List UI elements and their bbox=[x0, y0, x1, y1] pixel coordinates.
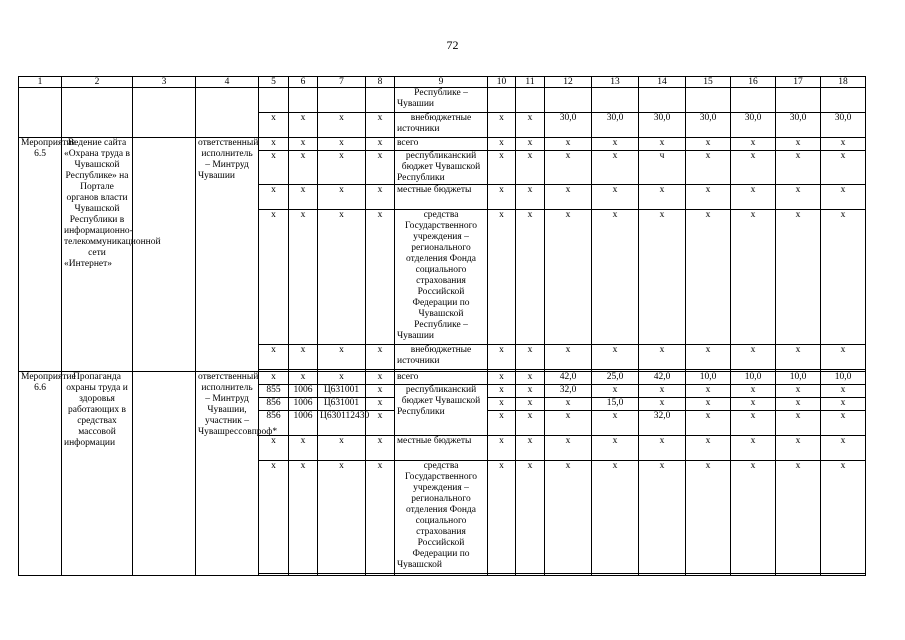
source-cell: местные бюджеты bbox=[395, 185, 488, 210]
table-cell bbox=[545, 88, 592, 113]
value-cell: x bbox=[821, 411, 866, 436]
table-cell bbox=[395, 574, 488, 576]
column-number: 9 bbox=[395, 77, 488, 88]
value-cell: Ц631001 bbox=[318, 385, 366, 398]
source-cell: всего bbox=[395, 372, 488, 385]
value-cell: x bbox=[731, 210, 776, 345]
table-cell bbox=[592, 88, 639, 113]
table-cell bbox=[196, 88, 259, 138]
table-cell bbox=[686, 88, 731, 113]
value-cell: x bbox=[516, 385, 545, 398]
value-cell: x bbox=[318, 151, 366, 185]
responsible-executor: ответственный исполнитель – Минтруд Чувашии, участник – Чувашрессовпроф* bbox=[196, 372, 259, 576]
value-cell: 30,0 bbox=[686, 113, 731, 138]
value-cell: x bbox=[686, 185, 731, 210]
value-cell: x bbox=[545, 461, 592, 574]
value-cell: x bbox=[366, 385, 395, 398]
measure-description: Пропаганда охраны труда и здоровья работающих в средствах массовой информации bbox=[62, 372, 133, 576]
value-cell: x bbox=[686, 345, 731, 370]
table-header-row bbox=[19, 77, 866, 88]
table-cell bbox=[731, 88, 776, 113]
source-cell: внебюджетные источники bbox=[395, 113, 488, 138]
measure-number: Мероприятие 6.5 bbox=[19, 138, 62, 372]
value-cell: 30,0 bbox=[639, 113, 686, 138]
value-cell: x bbox=[821, 210, 866, 345]
value-cell: x bbox=[731, 461, 776, 574]
value-cell: x bbox=[366, 138, 395, 151]
value-cell: 855 bbox=[259, 385, 289, 398]
value-cell: x bbox=[366, 113, 395, 138]
value-cell: x bbox=[639, 210, 686, 345]
value-cell: x bbox=[366, 185, 395, 210]
value-cell: x bbox=[686, 138, 731, 151]
value-cell: x bbox=[488, 372, 516, 385]
value-cell: x bbox=[592, 411, 639, 436]
value-cell: x bbox=[516, 151, 545, 185]
value-cell: x bbox=[366, 372, 395, 385]
value-cell: x bbox=[731, 411, 776, 436]
value-cell: x bbox=[259, 185, 289, 210]
value-cell: x bbox=[686, 210, 731, 345]
value-cell: x bbox=[259, 372, 289, 385]
column-number: 18 bbox=[821, 77, 866, 88]
table-cell bbox=[133, 88, 196, 138]
value-cell: x bbox=[776, 138, 821, 151]
value-cell: x bbox=[366, 345, 395, 370]
value-cell: x bbox=[516, 372, 545, 385]
value-cell: x bbox=[592, 210, 639, 345]
value-cell: x bbox=[488, 185, 516, 210]
value-cell: x bbox=[686, 151, 731, 185]
value-cell: x bbox=[776, 461, 821, 574]
value-cell: x bbox=[516, 210, 545, 345]
value-cell: ч bbox=[639, 151, 686, 185]
value-cell: x bbox=[516, 398, 545, 411]
table-cell bbox=[516, 574, 545, 576]
value-cell: x bbox=[686, 398, 731, 411]
value-cell: x bbox=[731, 436, 776, 461]
value-cell: x bbox=[545, 210, 592, 345]
value-cell: x bbox=[776, 411, 821, 436]
value-cell: 30,0 bbox=[592, 113, 639, 138]
table-cell bbox=[133, 372, 196, 576]
value-cell: x bbox=[289, 436, 318, 461]
column-number: 12 bbox=[545, 77, 592, 88]
table-cell bbox=[318, 574, 366, 576]
source-cell: средства Государственного учреждения – регионального отделения Фонда социального страхования Российской Федерации по Чувашской bbox=[395, 461, 488, 574]
value-cell: x bbox=[821, 151, 866, 185]
value-cell: x bbox=[289, 345, 318, 370]
measure-number: Мероприятие 6.6 bbox=[19, 372, 62, 576]
value-cell: 10,0 bbox=[731, 372, 776, 385]
value-cell: x bbox=[592, 138, 639, 151]
value-cell: x bbox=[488, 461, 516, 574]
value-cell: x bbox=[776, 436, 821, 461]
value-cell: x bbox=[259, 461, 289, 574]
value-cell: 42,0 bbox=[639, 372, 686, 385]
table-cell bbox=[318, 88, 366, 113]
value-cell: x bbox=[776, 345, 821, 370]
value-cell: x bbox=[488, 385, 516, 398]
value-cell: x bbox=[318, 345, 366, 370]
value-cell: x bbox=[488, 345, 516, 370]
value-cell: x bbox=[592, 185, 639, 210]
table-row bbox=[19, 138, 866, 151]
table-cell bbox=[488, 88, 516, 113]
value-cell: x bbox=[318, 185, 366, 210]
value-cell: x bbox=[318, 372, 366, 385]
value-cell: 10,0 bbox=[686, 372, 731, 385]
value-cell: x bbox=[776, 185, 821, 210]
table-cell bbox=[639, 88, 686, 113]
value-cell: 30,0 bbox=[776, 113, 821, 138]
value-cell: x bbox=[516, 411, 545, 436]
value-cell: x bbox=[592, 436, 639, 461]
column-number: 6 bbox=[289, 77, 318, 88]
value-cell: x bbox=[639, 461, 686, 574]
value-cell: x bbox=[821, 385, 866, 398]
table-cell bbox=[545, 574, 592, 576]
value-cell: x bbox=[639, 185, 686, 210]
value-cell: x bbox=[731, 385, 776, 398]
source-cell: местные бюджеты bbox=[395, 436, 488, 461]
value-cell: x bbox=[821, 436, 866, 461]
value-cell: x bbox=[289, 151, 318, 185]
table-cell bbox=[366, 88, 395, 113]
column-number: 2 bbox=[62, 77, 133, 88]
value-cell: x bbox=[821, 398, 866, 411]
column-number: 4 bbox=[196, 77, 259, 88]
value-cell: x bbox=[488, 210, 516, 345]
value-cell: x bbox=[592, 345, 639, 370]
value-cell: x bbox=[366, 411, 395, 436]
measure-description: Ведение сайта «Охрана труда в Чувашской Республике» на Портале органов власти Чувашской Республики в информационно-телекоммуникационной сети «Интернет» bbox=[62, 138, 133, 372]
column-number: 16 bbox=[731, 77, 776, 88]
value-cell: x bbox=[592, 461, 639, 574]
table-cell bbox=[686, 574, 731, 576]
value-cell: x bbox=[259, 138, 289, 151]
value-cell: 1006 bbox=[289, 398, 318, 411]
value-cell: 32,0 bbox=[639, 411, 686, 436]
value-cell: x bbox=[318, 113, 366, 138]
source-cell: всего bbox=[395, 138, 488, 151]
responsible-executor: ответственный исполнитель – Минтруд Чувашии bbox=[196, 138, 259, 372]
column-number: 10 bbox=[488, 77, 516, 88]
source-cell: средства Государственного учреждения – регионального отделения Фонда социального страхования Российской Федерации по Чувашской Республике – Чувашии bbox=[395, 210, 488, 345]
table-cell bbox=[639, 574, 686, 576]
column-number: 13 bbox=[592, 77, 639, 88]
column-number: 17 bbox=[776, 77, 821, 88]
source-cell: республиканский бюджет Чувашской Республики bbox=[395, 151, 488, 185]
value-cell: x bbox=[731, 398, 776, 411]
source-cell: республиканский бюджет Чувашской Республики bbox=[395, 385, 488, 436]
value-cell: 32,0 bbox=[545, 385, 592, 398]
value-cell: x bbox=[731, 151, 776, 185]
table-cell bbox=[488, 574, 516, 576]
value-cell: Ц630112430 bbox=[318, 411, 366, 436]
column-number: 1 bbox=[19, 77, 62, 88]
table-cell bbox=[289, 574, 318, 576]
column-number: 11 bbox=[516, 77, 545, 88]
value-cell: x bbox=[639, 345, 686, 370]
table-row bbox=[19, 88, 866, 113]
value-cell: x bbox=[366, 461, 395, 574]
table-cell bbox=[731, 574, 776, 576]
value-cell: x bbox=[545, 151, 592, 185]
value-cell: x bbox=[289, 461, 318, 574]
value-cell: x bbox=[516, 138, 545, 151]
value-cell: 1006 bbox=[289, 411, 318, 436]
value-cell: x bbox=[488, 113, 516, 138]
value-cell: x bbox=[545, 411, 592, 436]
source-cell: внебюджетные источники bbox=[395, 345, 488, 370]
value-cell: x bbox=[516, 461, 545, 574]
table-cell bbox=[592, 574, 639, 576]
value-cell: x bbox=[289, 210, 318, 345]
value-cell: x bbox=[318, 461, 366, 574]
table-cell bbox=[821, 88, 866, 113]
value-cell: x bbox=[516, 113, 545, 138]
value-cell: x bbox=[259, 436, 289, 461]
value-cell: x bbox=[776, 385, 821, 398]
value-cell: x bbox=[686, 385, 731, 398]
column-number: 5 bbox=[259, 77, 289, 88]
value-cell: 30,0 bbox=[545, 113, 592, 138]
table-cell bbox=[366, 574, 395, 576]
value-cell: x bbox=[366, 210, 395, 345]
column-number: 7 bbox=[318, 77, 366, 88]
table-cell bbox=[133, 138, 196, 372]
value-cell: x bbox=[318, 436, 366, 461]
value-cell: x bbox=[592, 385, 639, 398]
value-cell: 856 bbox=[259, 411, 289, 436]
value-cell: x bbox=[289, 138, 318, 151]
value-cell: x bbox=[592, 151, 639, 185]
table-cell bbox=[259, 88, 289, 113]
table-cell bbox=[821, 574, 866, 576]
value-cell: x bbox=[259, 113, 289, 138]
table-cell bbox=[776, 88, 821, 113]
page-number: 72 bbox=[446, 38, 459, 52]
value-cell: x bbox=[488, 411, 516, 436]
value-cell: x bbox=[488, 138, 516, 151]
value-cell: x bbox=[545, 398, 592, 411]
value-cell: x bbox=[731, 138, 776, 151]
value-cell: 15,0 bbox=[592, 398, 639, 411]
value-cell: 42,0 bbox=[545, 372, 592, 385]
value-cell: 10,0 bbox=[821, 372, 866, 385]
value-cell: x bbox=[488, 398, 516, 411]
value-cell: x bbox=[259, 151, 289, 185]
value-cell: 25,0 bbox=[592, 372, 639, 385]
column-number: 15 bbox=[686, 77, 731, 88]
value-cell: x bbox=[821, 345, 866, 370]
value-cell: x bbox=[366, 398, 395, 411]
value-cell: x bbox=[318, 138, 366, 151]
value-cell: x bbox=[821, 185, 866, 210]
value-cell: 856 bbox=[259, 398, 289, 411]
value-cell: x bbox=[516, 345, 545, 370]
table-cell bbox=[19, 88, 62, 138]
value-cell: x bbox=[366, 151, 395, 185]
value-cell: Ц631001 bbox=[318, 398, 366, 411]
value-cell: x bbox=[289, 113, 318, 138]
source-cell: Республике – Чувашии bbox=[395, 88, 488, 113]
value-cell: x bbox=[289, 185, 318, 210]
value-cell: x bbox=[686, 461, 731, 574]
table-cell bbox=[776, 574, 821, 576]
value-cell: x bbox=[639, 398, 686, 411]
value-cell: x bbox=[516, 185, 545, 210]
table-body bbox=[19, 77, 866, 576]
value-cell: x bbox=[686, 411, 731, 436]
value-cell: x bbox=[776, 398, 821, 411]
value-cell: x bbox=[545, 138, 592, 151]
value-cell: x bbox=[821, 461, 866, 574]
column-number: 14 bbox=[639, 77, 686, 88]
value-cell: x bbox=[545, 345, 592, 370]
value-cell: x bbox=[488, 151, 516, 185]
table-cell bbox=[62, 88, 133, 138]
value-cell: x bbox=[259, 345, 289, 370]
value-cell: x bbox=[545, 436, 592, 461]
program-table bbox=[18, 76, 866, 576]
value-cell: 1006 bbox=[289, 385, 318, 398]
table-cell bbox=[516, 88, 545, 113]
value-cell: x bbox=[639, 138, 686, 151]
value-cell: x bbox=[289, 372, 318, 385]
column-number: 8 bbox=[366, 77, 395, 88]
value-cell: x bbox=[516, 436, 545, 461]
table-cell bbox=[289, 88, 318, 113]
value-cell: x bbox=[318, 210, 366, 345]
value-cell: x bbox=[366, 436, 395, 461]
value-cell: x bbox=[686, 436, 731, 461]
value-cell: x bbox=[639, 436, 686, 461]
value-cell: x bbox=[545, 185, 592, 210]
value-cell: x bbox=[821, 138, 866, 151]
value-cell: x bbox=[731, 345, 776, 370]
value-cell: 10,0 bbox=[776, 372, 821, 385]
column-number: 3 bbox=[133, 77, 196, 88]
value-cell: 30,0 bbox=[731, 113, 776, 138]
table-cell bbox=[259, 574, 289, 576]
value-cell: x bbox=[639, 385, 686, 398]
value-cell: x bbox=[259, 210, 289, 345]
value-cell: x bbox=[488, 436, 516, 461]
value-cell: x bbox=[731, 185, 776, 210]
table-row bbox=[19, 372, 866, 385]
value-cell: x bbox=[776, 210, 821, 345]
value-cell: x bbox=[776, 151, 821, 185]
value-cell: 30,0 bbox=[821, 113, 866, 138]
